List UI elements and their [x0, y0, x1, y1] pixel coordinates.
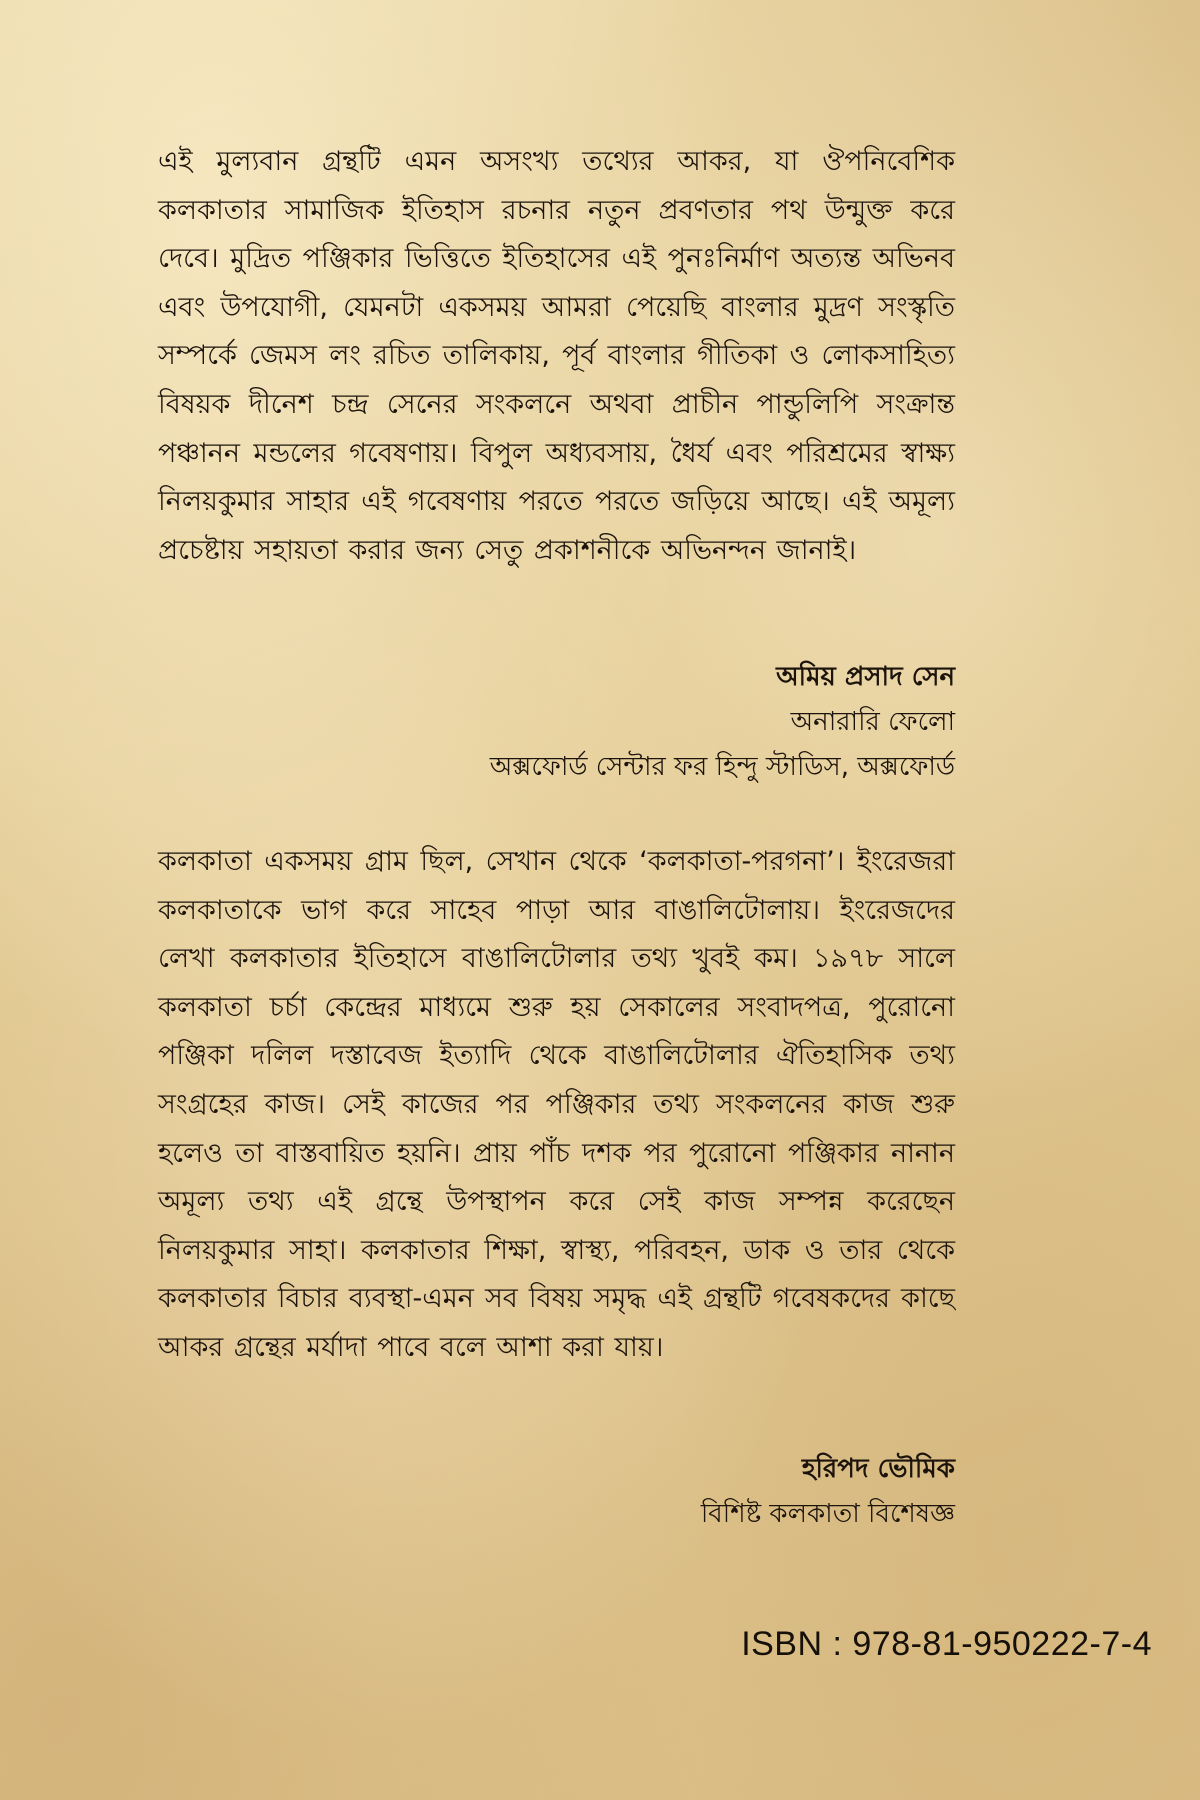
review-paragraph-2: কলকাতা একসময় গ্রাম ছিল, সেখান থেকে ‘কলকাতা-পরগনা’। ইংরেজরা কলকাতাকে ভাগ করে সাহেব পাড়া আর বাঙালিটোলায়। ইংরেজদের লেখা কলকাতার ইতিহাসে বাঙালিটোলার তথ্য খুবই কম। ১৯৭৮ সালে কলকাতা চর্চা কেন্দ্রের মাধ্যমে শুরু হয় সেকালের সংবাদপত্র, পুরোনো পঞ্জিকা দলিল দস্তাবেজ ইত্যাদি থেকে বাঙালিটোলার ঐতিহাসিক তথ্য সংগ্রহের কাজ। সেই কাজের পর পঞ্জিকার তথ্য সংকলনের কাজ শুরু হলেও তা বাস্তবায়িত হয়নি। প্রায় পাঁচ দশক পর পুরোনো পঞ্জিকার নানান অমূল্য তথ্য এই গ্রন্থে উপস্থাপন করে সেই কাজ সম্পন্ন করেছেন নিলয়কুমার সাহা। কলকাতার শিক্ষা, স্বাস্থ্য, পরিবহন, ডাক ও তার থেকে কলকাতার বিচার ব্যবস্থা-এমন সব বিষয় সমৃদ্ধ এই গ্রন্থটি গবেষকদের কাছে আকর গ্রন্থের মর্যাদা পাবে বলে আশা করা যায়।	[158, 846, 955, 1363]
reviewer-name-1: অমিয় প্রসাদ সেন	[776, 662, 955, 692]
reviewer-title-2: বিশিষ্ট কলকাতা বিশেষজ্ঞ	[700, 1499, 955, 1529]
review-paragraph-1: এই মুল্যবান গ্রন্থটি এমন অসংখ্য তথ্যের আকর, যা ঔপনিবেশিক কলকাতার সামাজিক ইতিহাস রচনার নতুন প্রবণতার পথ উন্মুক্ত করে দেবে। মুদ্রিত পঞ্জিকার ভিত্তিতে ইতিহাসের এই পুনঃনির্মাণ অত্যন্ত অভিনব এবং উপযোগী, যেমনটা একসময় আমরা পেয়েছি বাংলার মুদ্রণ সংস্কৃতি সম্পর্কে জেমস লং রচিত তালিকায়, পূর্ব বাংলার গীতিকা ও লোকসাহিত্য বিষয়ক দীনেশ চন্দ্র সেনের সংকলনে অথবা প্রাচীন পান্ডুলিপি সংক্রান্ত পঞ্চানন মন্ডলের গবেষণায়। বিপুল অধ্যবসায়, ধৈর্য এবং পরিশ্রমের স্বাক্ষ্য নিলয়কুমার সাহার এই গবেষণায় পরতে পরতে জড়িয়ে আছে। এই অমূল্য প্রচেষ্টায় সহায়তা করার জন্য সেতু প্রকাশনীকে অভিনন্দন জানাই।	[158, 146, 955, 566]
reviewer-affiliation-1: অক্সফোর্ড সেন্টার ফর হিন্দু স্টাডিস, অক্সফোর্ড	[489, 752, 955, 782]
reviewer-name-2: হরিপদ ভৌমিক	[801, 1454, 955, 1484]
reviewer-title-1: অনারারি ফেলো	[790, 707, 955, 737]
review-signature-1	[490, 655, 955, 790]
review-signature-2	[701, 1447, 955, 1537]
isbn-number: ISBN : 978-81-950222-7-4	[741, 1625, 1152, 1663]
